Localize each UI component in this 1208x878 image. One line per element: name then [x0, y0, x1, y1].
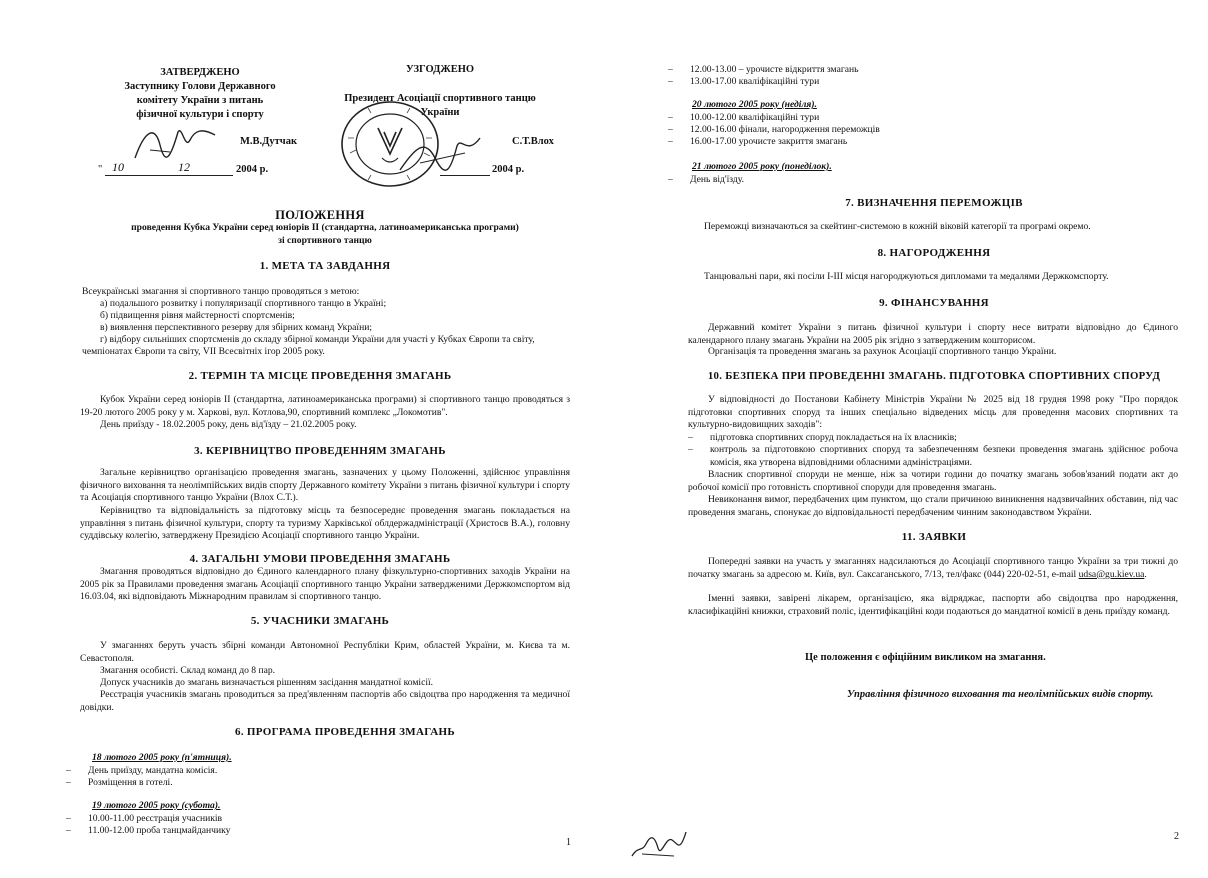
section-10-title: 10. БЕЗПЕКА ПРИ ПРОВЕДЕННІ ЗМАГАНЬ. ПІДГОТОВКА СПОРТИВНИХ СПОРУД [707, 370, 1161, 382]
section-10-item-2-text: контроль за підготовкою спортивних споруд та забезпеченням безпеки проведення змагань здійснює робоча комісія, яка утворена відповідними обласними адміністраціями. [710, 444, 1178, 468]
approved-heading: ЗАТВЕРДЖЕНО [160, 67, 240, 78]
document-title: ПОЛОЖЕННЯ [275, 208, 365, 222]
section-5-p1: У змаганнях беруть участь збірні команди Автономної Республіки Крим, областей України, м. Києва та м. Севастополя. [80, 640, 570, 664]
section-10-p1: У відповідності до Постанови Кабінету Міністрів України № 2025 від 18 грудня 1998 року "Про порядок підготовки спортивних споруд та інших спеціально відведених місць для проведення масових спортивних та культурно-видовищних заходів": [688, 394, 1178, 431]
section-10-item-2: – контроль за підготовкою спортивних споруд та забезпеченням безпеки проведення змагань здійснює робоча комісія, яка утворена відповідними обласними адміністраціями. [688, 444, 1178, 468]
agreed-heading: УЗГОДЖЕНО [405, 64, 475, 75]
page-number-2: 2 [1174, 831, 1179, 842]
section-9-p2: Організація та проведення змагань за рахунок Асоціації спортивного танцю України. [708, 346, 1057, 357]
section-3-title: 3. КЕРІВНИЦТВО ПРОВЕДЕННЯМ ЗМАГАНЬ [194, 445, 446, 457]
program-day-4: 21 лютого 2005 року (понеділок). [692, 161, 832, 172]
right-page: – 12.00-13.00 – урочисте відкриття змагань – 13.00-17.00 кваліфікаційні тури 20 лютого 2005 року (неділя). – 10.00-12.00 кваліфікаційні тури – 12.00-16.00 фінали, нагородження переможців – 16.00-17.00 урочисте закриття змагань 21 лютого 2005 року (понеділок). – День від'їзду. 7. ВИЗНАЧЕННЯ ПЕРЕМОЖЦІВ Переможці визначаються за скейтинг-системою в кожній віковій категорії та програмі окремо. 8. НАГОРОДЖЕННЯ Танцювальні пари, які посіли І-ІІІ місця нагороджуються дипломами та медалями Держкомспорту. 9. ФІНАНСУВАННЯ Державний комітет України з питань фізичної культури і спорту несе витрати відповідно до Єдиного календарного плану змагань України на 2005 рік згідно з затвердженим кошторисом. Організація та проведення змагань за рахунок Асоціації спортивного танцю України. 10. БЕЗПЕКА ПРИ ПРОВЕДЕННІ ЗМАГАНЬ. ПІДГОТОВКА СПОРТИВНИХ СПОРУД У відповідності до Постанови Кабінету Міністрів України № 2025 від 18 грудня 1998 року "Про порядок підготовки спортивних споруд та інших спеціально відведених місць для проведення масових спортивних та культурно-видовищних заходів": – підготовка спортивних споруд покладається на їх власників; – контроль за підготовкою спортивних споруд та забезпеченням безпеки проведення змагань здійснює робоча комісія, яка утворена відповідними обласними адміністраціями. Власник спортивної споруди не менше, ніж за чотири години до початку змагань зобов'язаний подати акт до робочої комісії про готовність спортивної споруди для проведення змагань. Невиконання вимог, передбачених цим пунктом, що стали причиною виникнення надзвичайних обставин, під час проведення змагань, спонукає до відповідальності передбаченим чинним законодавством України. 11. ЗАЯВКИ Попередні заявки на участь у змаганнях надсилаються до Асоціації спортивного танцю України за три тижні до початку змагань за адресою м. Київ, вул. Саксаганського, 7/13, тел/факс (044) 220-02-51, e-mail udsa@gu.kiev.ua. Іменні заявки, завірені лікарем, організацією, яка відряджає, паспорти або свідоцтва про народження, класифікаційні книжки, страховий поліс, ідентифікаційні коди подаються до мандатної комісії в день приїзду команд. Це положення є офіційним викликом на змагання. Управління фізичного виховання та неолімпійських видів спорту. 2 [604, 0, 1208, 878]
section-2-title: 2. ТЕРМІН ТА МІСЦЕ ПРОВЕДЕННЯ ЗМАГАНЬ [188, 370, 452, 382]
section-4-p1: Змагання проводяться відповідно до Єдиного календарного плану фізкультурно-спортивних заходів України на 2005 рік за Правилами проведення змагань Асоціації спортивного танцю України затвердженими Держкомспортом від 16.03.04, які відповідають Міжнародним правилам зі спортивного танцю. [80, 566, 570, 603]
section-11-email-link[interactable]: udsa@gu.kiev.ua [1078, 568, 1145, 580]
section-1-title: 1. МЕТА ТА ЗАВДАННЯ [259, 260, 391, 272]
approved-signature-icon [130, 120, 220, 165]
section-7-title: 7. ВИЗНАЧЕННЯ ПЕРЕМОЖЦІВ [845, 197, 1023, 209]
approved-date-day: 10 [112, 160, 124, 174]
section-1-item-a: а) подальшого розвитку і популяризації спортивного танцю в Україні; [100, 298, 387, 309]
section-3-p2: Керівництво та відповідальність за підготовку місць та безпосереднє проведення змагань покладається на управління з питань фізичної культури, спорту та туризму Харківської облдержадміністрації (Христосв В.А.), головну суддівську колегію, затверджену Президією Асоціації спортивного танцю України. [80, 505, 570, 542]
section-11-p2: Іменні заявки, завірені лікарем, організацією, яка відряджає, паспорти або свідоцтва про народження, класифікаційні книжки, страховий поліс, ідентифікаційні коди подаються до мандатної комісії в день приїзду команд. [688, 593, 1178, 617]
department-text: Управління фізичного виховання та неолімпійських видів спорту. [847, 689, 1154, 700]
section-5-p4: Реєстрація учасників змагань проводиться за пред'явленням паспортів або свідоцтва про народження та медичної довідки. [80, 689, 570, 713]
official-call-text: Це положення є офіційним викликом на змагання. [805, 652, 1046, 663]
program-day-3: 20 лютого 2005 року (неділя). [692, 99, 817, 110]
section-9-title: 9. ФІНАНСУВАННЯ [879, 297, 989, 309]
agreed-line-2: України [420, 107, 460, 118]
section-6-title: 6. ПРОГРАМА ПРОВЕДЕННЯ ЗМАГАНЬ [235, 726, 455, 738]
agreed-line-1: Президент Асоціації спортивного танцю [344, 93, 536, 104]
approved-date-year: 2004 р. [236, 164, 269, 175]
approved-line-2: комітету України з питань [136, 95, 264, 106]
section-7-p1: Переможці визначаються за скейтинг-системою в кожній віковій категорії та програмі окремо. [704, 221, 1091, 232]
section-8-title: 8. НАГОРОДЖЕННЯ [877, 247, 991, 259]
footer-signature-icon [628, 826, 692, 864]
section-10-p3: Невиконання вимог, передбачених цим пунктом, що стали причиною виникнення надзвичайних обставин, під час проведення змагань, спонукає до відповідальності передбаченим чинним законодавством України. [688, 494, 1178, 518]
section-1-item-d: г) відбору сильніших спортсменів до складу збірної команди України для участі у Кубках Європи та світу, [100, 334, 535, 345]
approved-date-underline [105, 175, 233, 176]
approved-line-3: фізичної культури і спорту [136, 109, 264, 120]
section-1-intro: Всеукраїнські змагання зі спортивного танцю проводяться з метою: [82, 286, 360, 297]
section-4-title: 4. ЗАГАЛЬНІ УМОВИ ПРОВЕДЕННЯ ЗМАГАНЬ [189, 553, 451, 565]
agreed-date-underline [440, 175, 490, 176]
approved-date-quote: " [98, 164, 103, 175]
program-day-2: 19 лютого 2005 року (субота). [92, 800, 221, 811]
section-10-p2: Власник спортивної споруди не менше, ніж за чотири години до початку змагань зобов'язаний подати акт до робочої комісії про готовність спортивної споруди для проведення змагань. [688, 469, 1178, 493]
section-1-item-c: в) виявлення перспективного резерву для збірних команд України; [100, 322, 373, 333]
agreed-date-year: 2004 р. [492, 164, 525, 175]
section-9-p1: Державний комітет України з питань фізичної культури і спорту несе витрати відповідно до Єдиного календарного плану змагань України на 2005 рік згідно з затвердженим кошторисом. [688, 322, 1178, 346]
section-5-title: 5. УЧАСНИКИ ЗМАГАНЬ [250, 615, 390, 627]
approved-date-month: 12 [178, 160, 190, 174]
section-1-item-b: б) підвищення рівня майстерності спортсменів; [100, 310, 295, 321]
section-2-p2: День приїзду - 18.02.2005 року, день від'їзду – 21.02.2005 року. [100, 419, 357, 430]
approved-signer: М.В.Дутчак [240, 136, 298, 147]
section-3-p1: Загальне керівництво організацією проведення змагань, зазначених у цьому Положенні, здійснює управління фізичного виховання та неолімпійських видів спорту Державного комітету України з питань фізичної культури і спорту та Асоціація спортивного танцю України (Влох С.Т.). [80, 467, 570, 504]
document-subtitle-2: зі спортивного танцю [278, 235, 372, 246]
program-day-1: 18 лютого 2005 року (п'ятниця). [92, 752, 232, 763]
approved-line-1: Заступнику Голови Державного [124, 81, 276, 92]
agreed-signature-icon [395, 128, 485, 178]
left-page: ЗАТВЕРДЖЕНО Заступнику Голови Державного комітету України з питань фізичної культури і спорту М.В.Дутчак " 10 12 2004 р. УЗГОДЖЕНО Президент Асоціації спортивного танцю України С.Т.Влох 2004 р. ПОЛОЖЕННЯ проведення Кубка України серед юніорів ІІ (стандартна, латиноамериканська програми) зі спортивного танцю 1. МЕТА ТА ЗАВДАННЯ Всеукраїнські змагання зі спортивного танцю проводяться з метою: а) подальшого розвитку і популяризації спортивного танцю в Україні; б) підвищення рівня майстерності спортсменів; в) виявлення перспективного резерву для збірних команд України; г) відбору сильніших спортсменів до складу збірної команди України для участі у Кубках Європи та світу, чемпіонатах Європи та світу, VII Всесвітніх ігор 2005 року. 2. ТЕРМІН ТА МІСЦЕ ПРОВЕДЕННЯ ЗМАГАНЬ Кубок України серед юніорів ІІ (стандартна, латиноамериканська програми) зі спортивного танцю проводяться з 19-20 лютого 2005 року у м. Харкові, вул. Котлова,90, спортивний комплекс „Локомотив". День приїзду - 18.02.2005 року, день від'їзду – 21.02.2005 року. 3. КЕРІВНИЦТВО ПРОВЕДЕННЯМ ЗМАГАНЬ Загальне керівництво організацією проведення змагань, зазначених у цьому Положенні, здійснює управління фізичного виховання та неолімпійських видів спорту Державного комітету України з питань фізичної культури і спорту та Асоціація спортивного танцю України (Влох С.Т.). Керівництво та відповідальність за підготовку місць та безпосереднє проведення змагань покладається на управління з питань фізичної культури, спорту та туризму Харківської облдержадміністрації (Христосв В.А.), головну суддівську колегію, затверджену Президією Асоціації спортивного танцю України. 4. ЗАГАЛЬНІ УМОВИ ПРОВЕДЕННЯ ЗМАГАНЬ Змагання проводяться відповідно до Єдиного календарного плану фізкультурно-спортивних заходів України на 2005 рік за Правилами проведення змагань Асоціації спортивного танцю України затвердженими Держкомспортом від 16.03.04, які відповідають Міжнародним правилам зі спортивного танцю. 5. УЧАСНИКИ ЗМАГАНЬ У змаганнях беруть участь збірні команди Автономної Республіки Крим, областей України, м. Києва та м. Севастополя. Змагання особисті. Склад команд до 8 пар. Допуск учасників до змагань визначається рішенням засідання мандатної комісії. Реєстрація учасників змагань проводиться за пред'явленням паспортів або свідоцтва про народження та медичної довідки. 6. ПРОГРАМА ПРОВЕДЕННЯ ЗМАГАНЬ 18 лютого 2005 року (п'ятниця). – День приїзду, мандатна комісія. – Розміщення в готелі. 19 лютого 2005 року (субота). – 10.00-11.00 реєстрація учасників – 11.00-12.00 проба танцмайданчику 1 [0, 0, 604, 878]
agreed-signer: С.Т.Влох [512, 136, 554, 147]
section-11-p1: Попередні заявки на участь у змаганнях надсилаються до Асоціації спортивного танцю України за три тижні до початку змагань за адресою м. Київ, вул. Саксаганського, 7/13, тел/факс (044) 220-02-51, e-mail udsa@gu.kiev.ua. [688, 556, 1178, 580]
section-11-p1-text: Попередні заявки на участь у змаганнях надсилаються до Асоціації спортивного танцю України за три тижні до початку змагань за адресою м. Київ, вул. Саксаганського, 7/13, тел/факс (044) 220-02-51, e-mail [688, 556, 1178, 580]
section-1-last: чемпіонатах Європи та світу, VII Всесвітніх ігор 2005 року. [82, 346, 325, 357]
document-subtitle-1: проведення Кубка України серед юніорів ІІ (стандартна, латиноамериканська програми) [131, 222, 519, 233]
section-5-p3: Допуск учасників до змагань визначається рішенням засідання мандатної комісії. [100, 677, 434, 688]
section-5-p2: Змагання особисті. Склад команд до 8 пар. [100, 665, 276, 676]
page-number-1: 1 [566, 837, 571, 848]
section-2-p1: Кубок України серед юніорів ІІ (стандартна, латиноамериканська програми) зі спортивного танцю проводяться з 19-20 лютого 2005 року у м. Харкові, вул. Котлова,90, спортивний комплекс „Локомотив". [80, 394, 570, 418]
section-8-p1: Танцювальні пари, які посіли І-ІІІ місця нагороджуються дипломами та медалями Держкомспорту. [704, 271, 1109, 282]
section-11-title: 11. ЗАЯВКИ [901, 531, 967, 543]
